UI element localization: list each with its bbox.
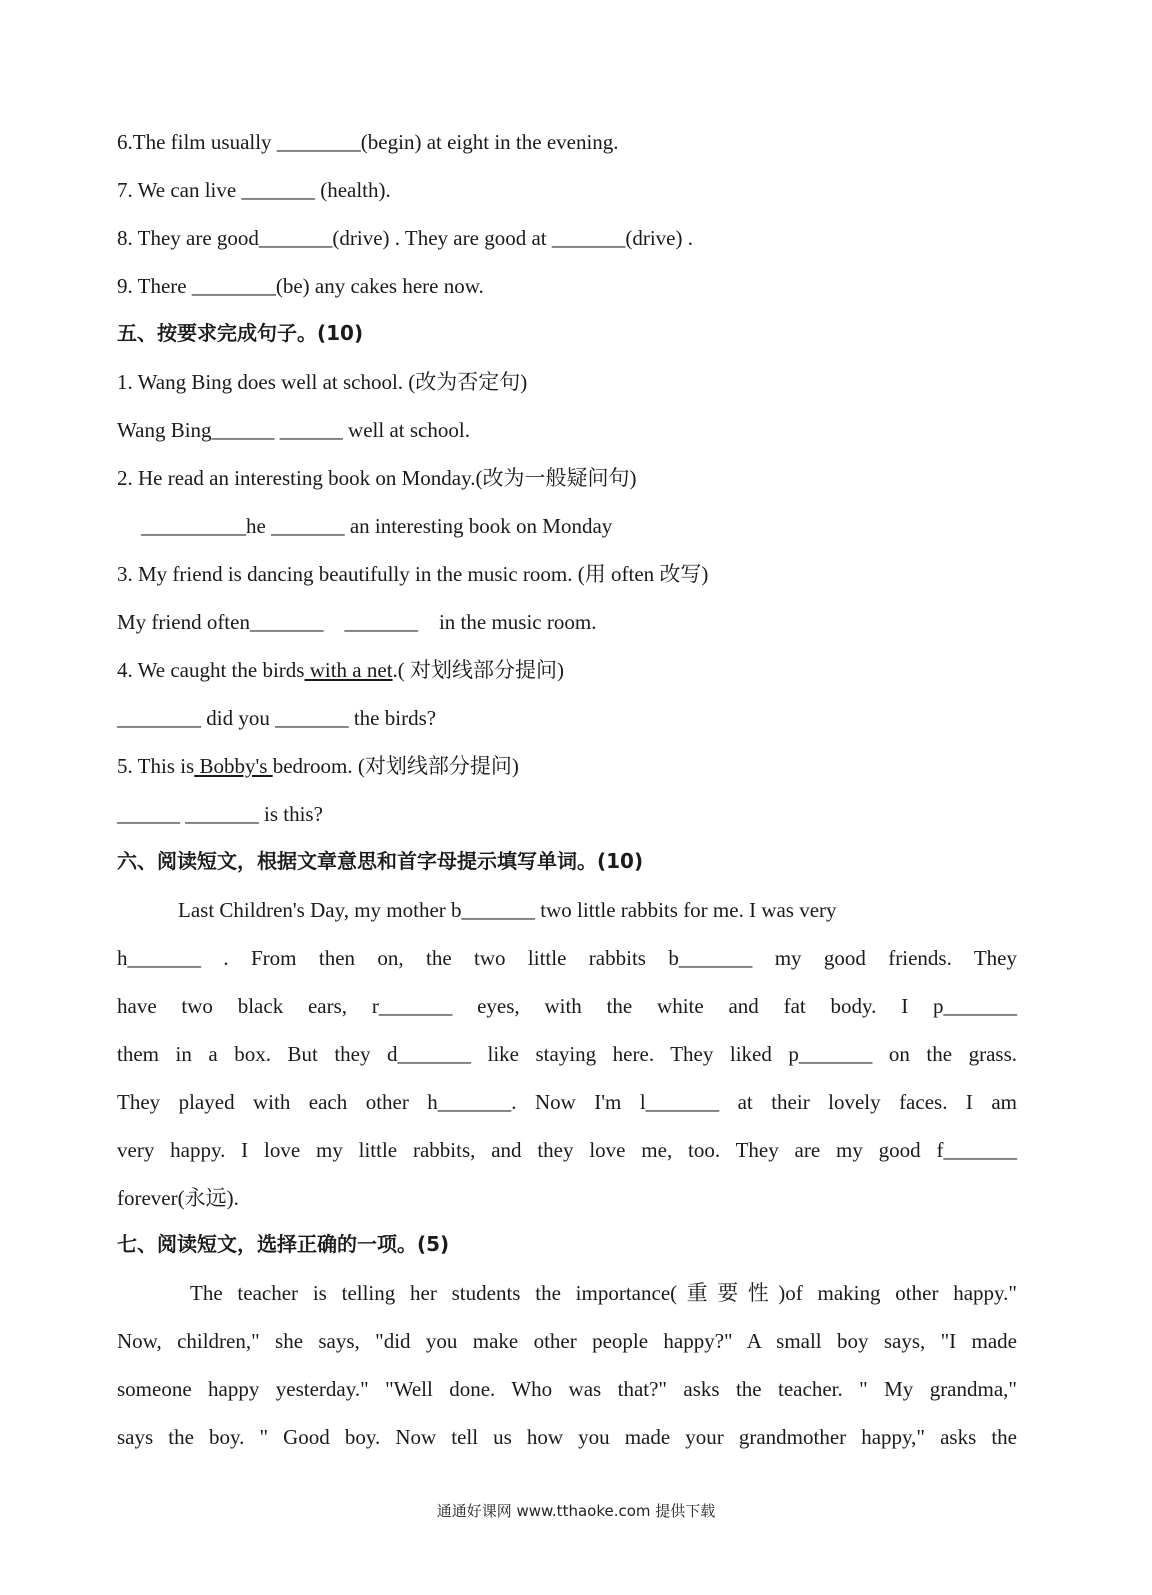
part5-answer-5: ______ _______ is this? bbox=[117, 802, 323, 826]
q4-before: 4. We caught the birds bbox=[117, 658, 305, 682]
part4-item-8: 8. They are good_______(drive) . They are good at _______(drive) . bbox=[117, 226, 693, 250]
part4-item-6: 6.The film usually ________(begin) at eight in the evening. bbox=[117, 130, 619, 154]
part6-heading: 六、阅读短文，根据文章意思和首字母提示填写单词。(10) bbox=[117, 849, 644, 873]
q5-before: 5. This is bbox=[117, 754, 195, 778]
part4-item-9: 9. There ________(be) any cakes here now. bbox=[117, 274, 484, 298]
q4-underlined: with a net bbox=[304, 658, 393, 682]
part6-line-7: forever(永远). bbox=[117, 1186, 239, 1210]
part5-answer-3: My friend often_______ _______ in the music room. bbox=[117, 610, 597, 634]
page-footer: 通通好课网 www.tthaoke.com 提供下载 bbox=[436, 1502, 716, 1520]
part6-line-4: them in a box. But they d_______ like staying here. They liked p_______ on the grass. bbox=[117, 1042, 1017, 1066]
part4-item-7: 7. We can live _______ (health). bbox=[117, 178, 391, 202]
part5-answer-4: ________ did you _______ the birds? bbox=[117, 706, 437, 730]
part7-line-3: someone happy yesterday." "Well done. Who was that?" asks the teacher. " My grandma," bbox=[117, 1377, 1017, 1401]
part5-heading: 五、按要求完成句子。(10) bbox=[117, 321, 364, 345]
part5-answer-1: Wang Bing______ ______ well at school. bbox=[117, 418, 470, 442]
part5-question-1: 1. Wang Bing does well at school. (改为否定句) bbox=[117, 370, 528, 394]
part5-question-5 bbox=[117, 752, 1017, 780]
part6-line-5: They played with each other h_______. Now I'm l_______ at their lovely faces. I am bbox=[117, 1090, 1017, 1114]
part5-question-4 bbox=[117, 656, 1017, 684]
part6-line-3: have two black ears, r_______ eyes, with the white and fat body. I p_______ bbox=[117, 994, 1017, 1018]
part6-line-6: very happy. I love my little rabbits, and they love me, too. They are my good f_______ bbox=[117, 1138, 1017, 1162]
part5-question-2: 2. He read an interesting book on Monday.(改为一般疑问句) bbox=[117, 466, 637, 490]
part5-answer-2: __________he _______ an interesting book on Monday bbox=[141, 514, 613, 538]
q5-underlined: Bobby's bbox=[194, 754, 273, 778]
part7-line-4: says the boy. " Good boy. Now tell us how you made your grandmother happy," asks the bbox=[117, 1425, 1017, 1449]
part7-line-1: The teacher is telling her students the importance(重要性)of making other happy." bbox=[190, 1281, 1017, 1305]
part5-question-3: 3. My friend is dancing beautifully in the music room. (用 often 改写) bbox=[117, 562, 709, 586]
q5-after: bedroom. (对划线部分提问) bbox=[272, 754, 519, 778]
part7-line-2: Now, children," she says, "did you make other people happy?" A small boy says, "I made bbox=[117, 1329, 1017, 1353]
q4-after: .( 对划线部分提问) bbox=[392, 658, 565, 682]
part6-line-2: h_______ . From then on, the two little rabbits b_______ my good friends. They bbox=[117, 946, 1017, 970]
part7-heading: 七、阅读短文，选择正确的一项。(5) bbox=[117, 1232, 450, 1256]
part6-line-1: Last Children's Day, my mother b_______ two little rabbits for me. I was very bbox=[178, 898, 837, 922]
